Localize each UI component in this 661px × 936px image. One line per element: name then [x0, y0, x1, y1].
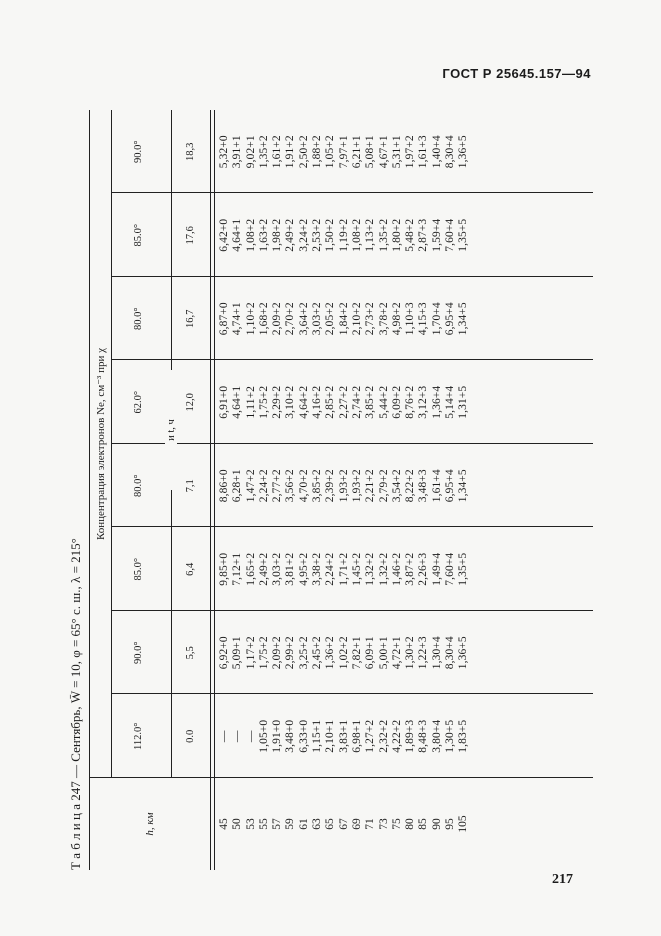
table-cell: 1,65+2: [244, 552, 257, 586]
table-cell: 1,27+2: [364, 719, 377, 753]
table-cell: 1,46+2: [390, 552, 403, 586]
table-cell: 3,24+2: [297, 218, 310, 252]
height-cell: 63: [311, 818, 324, 830]
rotated-table-area: [65, 110, 595, 870]
table-cell: 1,30+4: [430, 636, 443, 670]
height-cell: 75: [390, 818, 403, 830]
table-cell: 4,64+1: [231, 385, 244, 419]
t-header-1: 5,5: [185, 646, 196, 660]
table-cell: 4,67+1: [377, 135, 390, 169]
table-cell: —: [244, 730, 257, 743]
table-cell: 1,93+2: [350, 469, 363, 503]
chi-header-2: 85.0°: [132, 557, 144, 581]
table-cell: 2,10+2: [350, 302, 363, 336]
height-cell: 53: [244, 818, 257, 830]
table-cell: 1,45+2: [350, 552, 363, 586]
table-cell: 8,30+4: [444, 135, 457, 169]
table-cell: 2,79+2: [377, 469, 390, 503]
table-cell: 7,97+1: [337, 135, 350, 169]
data-column-1: [214, 611, 597, 695]
table-cell: 3,91+1: [231, 135, 244, 169]
table-cell: 1,89+3: [404, 719, 417, 753]
table-cell: 2,32+2: [377, 719, 390, 753]
table-cell: 6,91+0: [218, 385, 230, 419]
table-cell: 4,64+2: [297, 385, 310, 419]
table-cell: 5,09+1: [231, 636, 244, 670]
chi-header-5: 80.0°: [132, 307, 144, 331]
table-cell: 1,61+4: [430, 469, 443, 503]
table-cell: 8,76+2: [404, 385, 417, 419]
t-header-0: 0.0: [185, 729, 196, 743]
table-cell: 5,48+2: [404, 218, 417, 252]
table-cell: 1,08+2: [350, 218, 363, 252]
table-cell: 1,30+5: [444, 719, 457, 753]
data-column-3: [214, 444, 597, 528]
table-cell: 4,64+1: [231, 218, 244, 252]
table-cell: 1,32+2: [364, 552, 377, 586]
table-cell: 3,80+4: [430, 719, 443, 753]
table-cell: 6,21+1: [350, 135, 363, 169]
chi-header-6: 85.0°: [132, 223, 144, 247]
table-cell: 6,09+1: [364, 636, 377, 670]
table-cell: 2,24+2: [324, 552, 337, 586]
table-cell: 1,36+2: [324, 636, 337, 670]
table-cell: 5,32+0: [218, 135, 230, 169]
table-cell: 2,77+2: [271, 469, 284, 503]
table-cell: 1,47+2: [244, 469, 257, 503]
table-cell: 1,83+5: [457, 719, 470, 753]
table-cell: 8,22+2: [404, 469, 417, 503]
t-header-2: 6,4: [185, 562, 196, 576]
table-cell: 3,78+2: [377, 302, 390, 336]
table-cell: 4,72+1: [390, 636, 403, 670]
height-cell: 65: [324, 818, 337, 830]
table-cell: 1,05+2: [324, 135, 337, 169]
table-cell: 3,87+2: [404, 552, 417, 586]
table-cell: 1,34+5: [457, 469, 470, 503]
table-cell: 5,44+2: [377, 385, 390, 419]
height-cell: 50: [231, 818, 244, 830]
chi-header-1: 90.0°: [132, 641, 144, 665]
height-cell: 71: [364, 818, 377, 830]
table-cell: 1,36+4: [430, 385, 443, 419]
table-cell: 6,95+4: [444, 469, 457, 503]
table-cell: 2,74+2: [350, 385, 363, 419]
chi-header-4: 62.0°: [132, 390, 144, 414]
table-cell: 6,28+1: [231, 469, 244, 503]
table-cell: 1,22+3: [417, 636, 430, 670]
chi-header-7: 90.0°: [132, 140, 144, 164]
table-cell: 1,08+2: [244, 218, 257, 252]
table-cell: 1,84+2: [337, 302, 350, 336]
height-cell: 69: [350, 818, 363, 830]
height-cell: 67: [337, 818, 350, 830]
table-cell: 3,54+2: [390, 469, 403, 503]
table-cell: 1,31+5: [457, 385, 470, 419]
table-cell: 2,09+2: [271, 636, 284, 670]
table-cell: 1,49+4: [430, 552, 443, 586]
table-cell: 2,49+2: [284, 218, 297, 252]
table-cell: 3,03+2: [271, 552, 284, 586]
table-cell: 1,50+2: [324, 218, 337, 252]
table-cell: 6,98+1: [350, 719, 363, 753]
table-cell: 9,85+0: [218, 552, 230, 586]
table-cell: —: [231, 730, 244, 743]
table-cell: 6,09+2: [390, 385, 403, 419]
table-cell: 1,40+4: [430, 135, 443, 169]
table-cell: —: [218, 730, 230, 743]
table-cell: 1,32+2: [377, 552, 390, 586]
height-cell: 80: [404, 818, 417, 830]
data-column-6: [214, 194, 597, 278]
t-header-3: 7,1: [185, 479, 196, 493]
table-cell: 1,02+2: [337, 636, 350, 670]
table-cell: 3,03+2: [311, 302, 324, 336]
table-cell: 8,30+4: [444, 636, 457, 670]
height-cell: 73: [377, 818, 390, 830]
table-cell: 2,24+2: [257, 469, 270, 503]
table-cell: 5,14+4: [444, 385, 457, 419]
table-cell: 2,05+2: [324, 302, 337, 336]
table-cell: 1,13+2: [364, 218, 377, 252]
table-cell: 1,19+2: [337, 218, 350, 252]
table-cell: 7,12+1: [231, 552, 244, 586]
chi-header-3: 80.0°: [132, 474, 144, 498]
time-header: и t, ч: [165, 370, 177, 490]
table-cell: 3,64+2: [297, 302, 310, 336]
data-column-4: [214, 361, 597, 445]
table-cell: 7,60+4: [444, 552, 457, 586]
table-cell: 4,15+3: [417, 302, 430, 336]
table-cell: 1,61+2: [271, 135, 284, 169]
table-cell: 1,97+2: [404, 135, 417, 169]
table-cell: 6,87+0: [218, 302, 230, 336]
t-header-4: 12,0: [185, 393, 196, 412]
table-cell: 1,80+2: [390, 218, 403, 252]
table-cell: 4,95+2: [297, 552, 310, 586]
table-cell: 6,33+0: [297, 719, 310, 753]
table-cell: 1,15+1: [311, 719, 324, 753]
table-cell: 8,48+3: [417, 719, 430, 753]
table-cell: 1,70+4: [430, 302, 443, 336]
height-cell: 90: [430, 818, 443, 830]
table-cell: 1,91+2: [284, 135, 297, 169]
data-table: [89, 110, 593, 870]
table-cell: 3,83+1: [337, 719, 350, 753]
table-cell: 3,12+3: [417, 385, 430, 419]
table-cell: 7,60+4: [444, 218, 457, 252]
table-cell: 3,48+0: [284, 719, 297, 753]
data-column-7: [214, 110, 597, 194]
table-cell: 3,10+2: [284, 385, 297, 419]
table-cell: 1,61+3: [417, 135, 430, 169]
table-cell: 2,49+2: [257, 552, 270, 586]
height-cell: 61: [297, 818, 310, 830]
data-column-2: [214, 528, 597, 612]
table-cell: 3,85+2: [311, 469, 324, 503]
t-header-5: 16,7: [185, 309, 196, 328]
table-cell: 9,02+1: [244, 135, 257, 169]
table-cell: 1,63+2: [257, 218, 270, 252]
t-header-7: 18,3: [185, 142, 196, 161]
table-title: Т а б л и ц а 247 — Сентябрь, W̄ = 10, φ = 65° с. ш., λ = 215°: [68, 538, 83, 870]
table-cell: 2,53+2: [311, 218, 324, 252]
table-cell: 3,25+2: [297, 636, 310, 670]
table-cell: 4,98+2: [390, 302, 403, 336]
table-cell: 1,10+2: [244, 302, 257, 336]
table-cell: 2,27+2: [337, 385, 350, 419]
table-cell: 1,98+2: [271, 218, 284, 252]
table-cell: 1,88+2: [311, 135, 324, 169]
table-cell: 3,38+2: [311, 552, 324, 586]
table-cell: 2,70+2: [284, 302, 297, 336]
height-cell: 105: [457, 815, 470, 833]
table-cell: 2,29+2: [271, 385, 284, 419]
table-cell: 3,85+2: [364, 385, 377, 419]
table-cell: 5,31+1: [390, 135, 403, 169]
table-cell: 4,74+1: [231, 302, 244, 336]
height-cell: 85: [417, 818, 430, 830]
table-cell: 1,35+5: [457, 552, 470, 586]
table-cell: 2,87+3: [417, 218, 430, 252]
table-cell: 1,35+5: [457, 218, 470, 252]
table-cell: 1,35+2: [257, 135, 270, 169]
table-cell: 4,22+2: [390, 719, 403, 753]
data-column-0: [214, 695, 597, 779]
height-cell: 59: [284, 818, 297, 830]
table-cell: 2,21+2: [364, 469, 377, 503]
table-cell: 1,75+2: [257, 636, 270, 670]
data-column-5: [214, 277, 597, 361]
table-cell: 5,00+1: [377, 636, 390, 670]
table-cell: 2,85+2: [324, 385, 337, 419]
table-cell: 1,05+0: [257, 719, 270, 753]
table-cell: 2,09+2: [271, 302, 284, 336]
height-cell: 95: [444, 818, 457, 830]
chi-header-0: 112.0°: [132, 722, 144, 750]
page-number: 217: [552, 872, 573, 887]
table-cell: 3,81+2: [284, 552, 297, 586]
table-cell: 1,75+2: [257, 385, 270, 419]
table-cell: 2,50+2: [297, 135, 310, 169]
table-cell: 2,39+2: [324, 469, 337, 503]
table-cell: 6,95+4: [444, 302, 457, 336]
table-cell: 2,26+3: [417, 552, 430, 586]
table-cell: 2,45+2: [311, 636, 324, 670]
table-cell: 4,16+2: [311, 385, 324, 419]
t-header-6: 17,6: [185, 226, 196, 245]
table-cell: 2,73+2: [364, 302, 377, 336]
height-column-header: h, км: [143, 812, 156, 836]
height-cell: 45: [218, 818, 230, 830]
height-cell: 55: [257, 818, 270, 830]
table-cell: 7,82+1: [350, 636, 363, 670]
height-cell: 57: [271, 818, 284, 830]
table-cell: 5,08+1: [364, 135, 377, 169]
table-cell: 2,10+1: [324, 719, 337, 753]
table-cell: 2,99+2: [284, 636, 297, 670]
table-cell: 6,92+0: [218, 636, 230, 670]
table-cell: 1,91+0: [271, 719, 284, 753]
table-cell: 8,86+0: [218, 469, 230, 503]
height-column: [214, 778, 597, 870]
document-header: ГОСТ Р 25645.157—94: [442, 66, 591, 81]
table-cell: 1,59+4: [430, 218, 443, 252]
table-cell: 3,56+2: [284, 469, 297, 503]
table-cell: 1,34+5: [457, 302, 470, 336]
table-cell: 1,11+2: [244, 385, 257, 419]
table-cell: 3,48+3: [417, 469, 430, 503]
table-cell: 1,30+2: [404, 636, 417, 670]
table-cell: 1,10+3: [404, 302, 417, 336]
table-cell: 6,42+0: [218, 218, 230, 252]
table-cell: 1,35+2: [377, 218, 390, 252]
table-cell: 1,17+2: [244, 636, 257, 670]
table-cell: 1,71+2: [337, 552, 350, 586]
table-cell: 1,68+2: [257, 302, 270, 336]
concentration-header: Концентрация электронов Ne, см⁻³ при χ: [94, 347, 107, 541]
table-cell: 4,70+2: [297, 469, 310, 503]
table-cell: 1,36+5: [457, 135, 470, 169]
table-cell: 1,36+5: [457, 636, 470, 670]
table-cell: 1,93+2: [337, 469, 350, 503]
